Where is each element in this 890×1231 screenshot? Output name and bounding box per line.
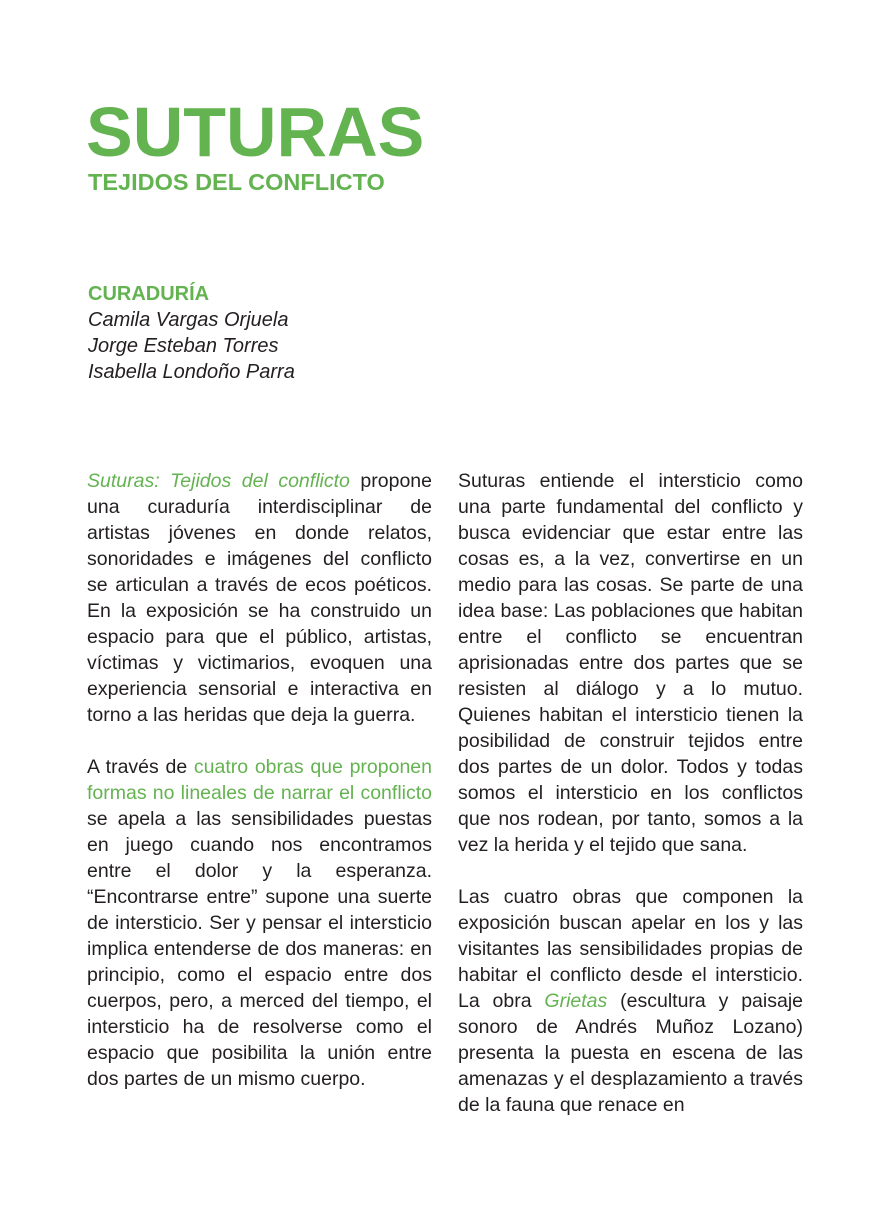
works-description-start: Las cuatro obras que componen la exposición buscan apelar en los y las visitantes las sensibilidades propias de habitar el conflicto desde el intersticio. La obra	[458, 886, 803, 1012]
works-paragraph	[87, 754, 432, 1092]
page-title: SUTURAS	[86, 93, 425, 171]
works-description-text: (escultura y paisaje sonoro de Andrés Muñoz Lozano) presenta la puesta en escena de las amenazas y el desplazamiento a través de la fauna que renace en	[458, 990, 803, 1116]
works-paragraph-start: A través de	[87, 756, 194, 778]
grietas-highlight: Grietas	[544, 990, 608, 1012]
works-paragraph-text: se apela a las sensibilidades puestas en juego cuando nos encontramos entre el dolor y la esperanza. “Encontrarse entre” supone una suerte de intersticio. Ser y pensar el intersticio implica entenderse de dos maneras: en principio, como el espacio entre dos cuerpos, pero, a merced del tiempo, el intersticio ha de resolverse como el espacio que posibilita la unión entre dos partes de un mismo cuerpo.	[87, 808, 432, 1090]
curator-name: Jorge Esteban Torres	[88, 335, 279, 357]
page-subtitle: TEJIDOS DEL CONFLICTO	[88, 169, 385, 195]
exhibition-title-highlight: Suturas: Tejidos del conflicto	[87, 470, 350, 492]
curatorship-heading: CURADURÍA	[88, 283, 210, 305]
intro-paragraph-text: propone una curaduría interdisciplinar de artistas jóvenes en donde relatos, sonoridades e imágenes del conflicto se articulan a través de ecos poéticos. En la exposición se ha construido un espacio para que el público, artistas, víctimas y victimarios, evoquen una experiencia sensorial e interactiva en torno a las heridas que deja la guerra.	[87, 470, 432, 726]
curator-list	[88, 307, 295, 385]
intro-paragraph	[87, 468, 432, 728]
curator-name: Isabella Londoño Parra	[88, 361, 295, 383]
works-highlight: cuatro obras que proponen formas no lineales de narrar el conflicto	[87, 756, 432, 804]
curator-name: Camila Vargas Orjuela	[88, 309, 289, 331]
right-column	[458, 468, 803, 1118]
works-description-paragraph	[458, 884, 803, 1118]
left-column	[87, 468, 432, 1092]
interstice-paragraph: Suturas entiende el intersticio como una parte fundamental del conflicto y busca evidenciar que estar entre las cosas es, a la vez, convertirse en un medio para las cosas. Se parte de una idea base: Las poblaciones que habitan entre el conflicto se encuentran aprisionadas entre dos partes que se resisten al diálogo y a lo mutuo. Quienes habitan el intersticio tienen la posibilidad de construir tejidos entre dos partes de un dolor. Todos y todas somos el intersticio en los conflictos que nos rodean, por tanto, somos a la vez la herida y el tejido que sana.	[458, 470, 803, 856]
